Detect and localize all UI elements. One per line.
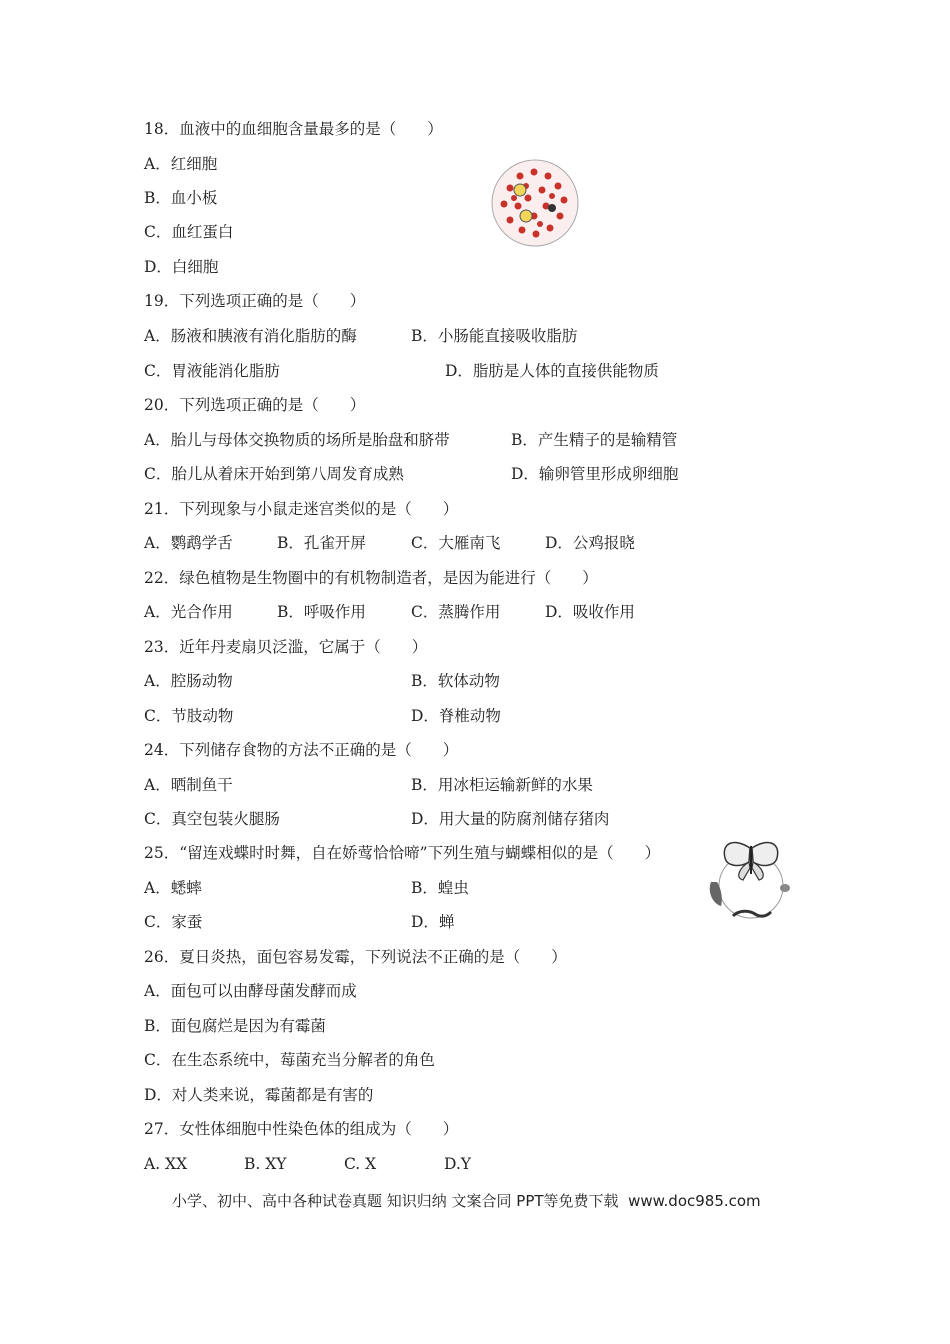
question-21-option-a: A．鹦鹉学舌 [144, 534, 233, 552]
question-18-option-d: D．白细胞 [144, 258, 219, 276]
question-23-option-b: B．软体动物 [411, 672, 500, 690]
question-18-option-a: A．红细胞 [144, 155, 218, 173]
question-25-stem: 25．“留连戏蝶时时舞，自在娇莺恰恰啼”下列生殖与蝴蝶相似的是（ ） [144, 844, 661, 862]
question-18-option-b: B．血小板 [144, 189, 218, 207]
question-25-option-d: D．蝉 [411, 913, 455, 931]
question-27-option-a: A. XX [144, 1155, 188, 1173]
question-20-option-c: C．胎儿从着床开始到第八周发育成熟 [144, 465, 404, 483]
question-18-option-c: C．血红蛋白 [144, 223, 234, 241]
question-22-option-c: C．蒸腾作用 [411, 603, 501, 621]
butterfly-life-cycle-illustration [705, 838, 795, 922]
question-21-option-d: D．公鸡报晓 [545, 534, 635, 552]
question-19-stem: 19．下列选项正确的是（ ） [144, 292, 366, 310]
question-22-option-a: A．光合作用 [144, 603, 233, 621]
question-27-stem: 27．女性体细胞中性染色体的组成为（ ） [144, 1120, 459, 1138]
question-27-option-b: B. XY [244, 1155, 287, 1173]
question-20-option-d: D．输卵管里形成卵细胞 [511, 465, 679, 483]
question-24-stem: 24．下列储存食物的方法不正确的是（ ） [144, 741, 459, 759]
question-18-stem: 18．血液中的血细胞含量最多的是（ ） [144, 120, 443, 138]
question-26-option-d: D．对人类来说，霉菌都是有害的 [144, 1086, 374, 1104]
question-23-stem: 23．近年丹麦扇贝泛滥，它属于（ ） [144, 638, 428, 656]
question-20-option-b: B．产生精子的是输精管 [511, 431, 678, 449]
blood-smear-illustration [490, 158, 580, 248]
question-19-option-a: A．肠液和胰液有消化脂肪的酶 [144, 327, 357, 345]
question-23-option-a: A．腔肠动物 [144, 672, 233, 690]
question-22-option-b: B．呼吸作用 [277, 603, 366, 621]
question-20-stem: 20．下列选项正确的是（ ） [144, 396, 366, 414]
page-footer: 小学、初中、高中各种试卷真题 知识归纳 文案合同 PPT等免费下载 www.doc985.com [172, 1192, 761, 1210]
question-25-option-b: B．蝗虫 [411, 879, 469, 897]
question-25-option-c: C．家蚕 [144, 913, 203, 931]
question-27-option-d: D.Y [444, 1155, 472, 1173]
question-26-option-c: C．在生态系统中，莓菌充当分解者的角色 [144, 1051, 435, 1069]
question-22-option-d: D．吸收作用 [545, 603, 635, 621]
question-19-option-c: C．胃液能消化脂肪 [144, 362, 280, 380]
question-22-stem: 22．绿色植物是生物圈中的有机物制造者，是因为能进行（ ） [144, 569, 598, 587]
question-24-option-c: C．真空包装火腿肠 [144, 810, 280, 828]
question-23-option-c: C．节肢动物 [144, 707, 234, 725]
question-23-option-d: D．脊椎动物 [411, 707, 501, 725]
question-19-option-b: B．小肠能直接吸收脂肪 [411, 327, 578, 345]
question-26-option-b: B．面包腐烂是因为有霉菌 [144, 1017, 326, 1035]
question-24-option-a: A．晒制鱼干 [144, 776, 233, 794]
question-21-stem: 21．下列现象与小鼠走迷宫类似的是（ ） [144, 500, 459, 518]
question-24-option-d: D．用大量的防腐剂储存猪肉 [411, 810, 610, 828]
question-24-option-b: B．用冰柜运输新鲜的水果 [411, 776, 593, 794]
question-26-option-a: A．面包可以由酵母菌发酵而成 [144, 982, 357, 1000]
question-20-option-a: A．胎儿与母体交换物质的场所是胎盘和脐带 [144, 431, 450, 449]
question-21-option-c: C．大雁南飞 [411, 534, 501, 552]
question-19-option-d: D．脂肪是人体的直接供能物质 [445, 362, 659, 380]
question-21-option-b: B．孔雀开屏 [277, 534, 366, 552]
question-27-option-c: C. X [344, 1155, 377, 1173]
question-26-stem: 26．夏日炎热，面包容易发霉，下列说法不正确的是（ ） [144, 948, 567, 966]
question-25-option-a: A．蟋蟀 [144, 879, 202, 897]
